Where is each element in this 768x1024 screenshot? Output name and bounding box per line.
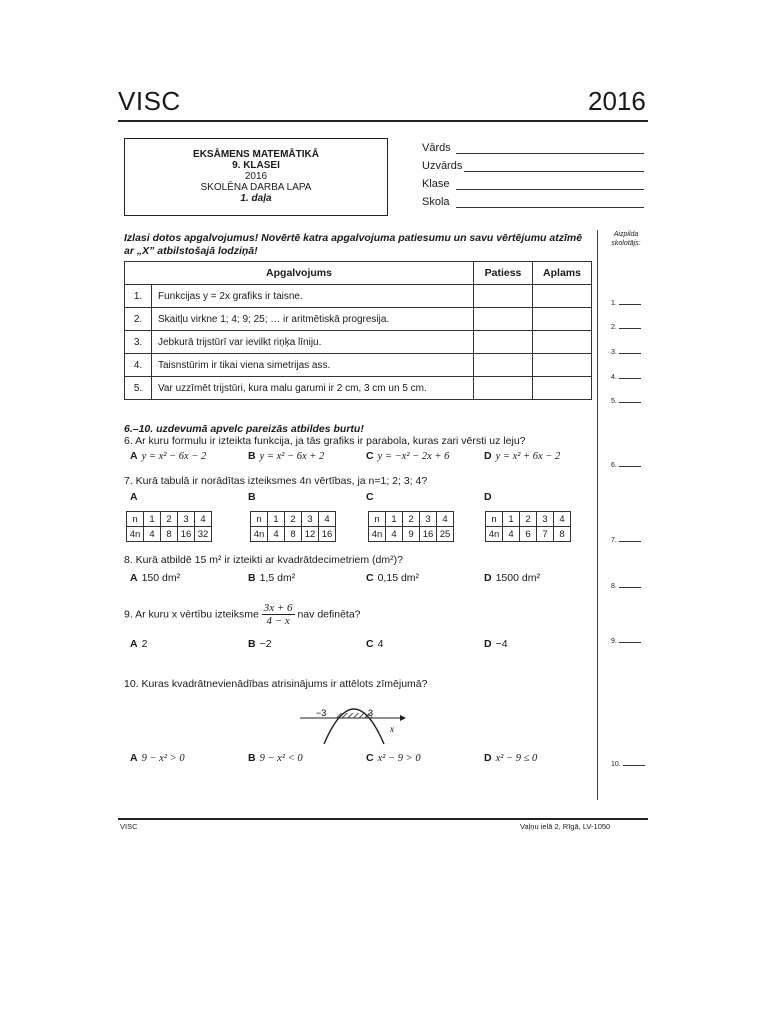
teacher-note: Aizpilda skolotājs: [611, 231, 641, 247]
question-7: 7. Kurā tabulā ir norādītas izteiksmes 4n vērtības, ja n=1; 2; 3; 4? [124, 475, 428, 487]
score-label: 6. [611, 462, 617, 469]
table-cell: 1 [386, 512, 403, 527]
table-cell: 4 [195, 512, 212, 527]
axis-arrow-icon [400, 715, 406, 721]
table-row [125, 377, 592, 400]
q8-option-c[interactable] [366, 572, 419, 584]
q7-label-d[interactable]: D [484, 491, 492, 503]
score-line[interactable] [619, 328, 641, 329]
table-cell: 4 [554, 512, 571, 527]
table-cell: 3 [420, 512, 437, 527]
table-cell: n [251, 512, 268, 527]
score-label: 5. [611, 398, 617, 405]
score-slot-2[interactable] [611, 324, 641, 331]
row-number: 3. [125, 331, 152, 354]
table-cell: 3 [178, 512, 195, 527]
score-label: 7. [611, 537, 617, 544]
option-value: −4 [495, 638, 508, 650]
table-cell: 4 [386, 527, 403, 542]
table-cell: 9 [403, 527, 420, 542]
claims-header-row [125, 262, 592, 285]
score-label: 8. [611, 583, 617, 590]
option-letter: B [248, 572, 256, 584]
q10-option-c[interactable] [366, 752, 421, 764]
score-slot-9[interactable] [611, 638, 641, 645]
table-cell: 4n [486, 527, 503, 542]
table-row [125, 354, 592, 377]
claim-text: Skaitļu virkne 1; 4; 9; 25; … ir aritmētiskā progresija. [152, 308, 474, 331]
table-row [125, 285, 592, 308]
score-line[interactable] [619, 402, 641, 403]
footer-org: VISC [120, 822, 138, 831]
claim-text: Funkcijas y = 2x grafiks ir taisne. [152, 285, 474, 308]
q7-table-d [485, 511, 571, 542]
false-checkbox[interactable] [533, 354, 592, 377]
claim-text: Jebkurā trijstūrī var ievilkt riņķa līniju. [152, 331, 474, 354]
option-letter: B [248, 450, 256, 462]
option-letter: A [130, 572, 138, 584]
table-cell: n [369, 512, 386, 527]
option-letter: B [248, 638, 256, 650]
question-9 [124, 602, 361, 627]
fraction-denominator: 4 − x [266, 615, 290, 627]
claims-table [124, 261, 592, 400]
score-label: 4. [611, 374, 617, 381]
table-cell: 4 [144, 527, 161, 542]
claim-text: Var uzzīmēt trijstūri, kura malu garumi ir 2 cm, 3 cm un 5 cm. [152, 377, 474, 400]
field-vards[interactable] [422, 142, 451, 154]
q7-table-a [126, 511, 212, 542]
field-label: Klase [422, 178, 450, 190]
score-slot-3[interactable] [611, 349, 641, 356]
score-line[interactable] [619, 304, 641, 305]
score-slot-8[interactable] [611, 583, 641, 590]
table-cell: 16 [319, 527, 336, 542]
option-letter: C [366, 450, 374, 462]
score-slot-6[interactable] [611, 462, 641, 469]
table-cell: 1 [144, 512, 161, 527]
exam-year: 2016 [244, 171, 268, 182]
q8-option-b[interactable] [248, 572, 295, 584]
option-letter: D [484, 752, 492, 764]
score-label: 1. [611, 300, 617, 307]
question-8: 8. Kurā atbildē 15 m² ir izteikti ar kvadrātdecimetriem (dm²)? [124, 554, 403, 566]
table-cell: 4n [251, 527, 268, 542]
q6-option-d[interactable] [484, 450, 560, 462]
header-org: VISC [118, 86, 181, 116]
q7-label-c[interactable]: C [366, 491, 374, 503]
table-cell: 4 [319, 512, 336, 527]
option-value: 1,5 dm² [259, 572, 296, 584]
table-cell: 8 [285, 527, 302, 542]
table-cell: 25 [437, 527, 454, 542]
option-letter: C [366, 752, 374, 764]
header-claim: Apgalvojums [125, 262, 474, 285]
score-label: 2. [611, 324, 617, 331]
table-cell: 4 [268, 527, 285, 542]
q10-parabola-figure [296, 690, 406, 746]
table-cell: n [486, 512, 503, 527]
option-expr: y = x² − 6x + 2 [259, 451, 325, 462]
q7-table-b [250, 511, 336, 542]
q9-option-c[interactable] [366, 638, 383, 650]
option-letter: D [484, 638, 492, 650]
header-false: Aplams [533, 262, 592, 285]
exam-sheet-label: SKOLĒNA DARBA LAPA [200, 182, 312, 193]
score-label: 3. [611, 349, 617, 356]
table-cell: 12 [302, 527, 319, 542]
header-rule [118, 120, 648, 122]
table-cell: 8 [161, 527, 178, 542]
option-expr: 9 − x² > 0 [141, 753, 185, 764]
score-label: 9. [611, 638, 617, 645]
score-line[interactable] [619, 466, 641, 467]
q6-option-c[interactable] [366, 450, 449, 462]
true-checkbox[interactable] [474, 354, 533, 377]
table-cell: 3 [302, 512, 319, 527]
field-skola[interactable] [422, 196, 450, 208]
score-line[interactable] [619, 587, 641, 588]
option-expr: y = x² − 6x − 2 [141, 451, 207, 462]
option-letter: A [130, 638, 138, 650]
table-cell: 4 [503, 527, 520, 542]
q7-label-a[interactable]: A [130, 491, 138, 503]
footer-address: Vaļņu ielā 2, Rīgā, LV-1050 [520, 822, 611, 831]
score-line[interactable] [623, 765, 645, 766]
table-cell: n [127, 512, 144, 527]
table-cell: 32 [195, 527, 212, 542]
option-letter: D [484, 450, 492, 462]
option-letter: C [366, 572, 374, 584]
row-number: 5. [125, 377, 152, 400]
table-cell: 2 [520, 512, 537, 527]
q9-text-post: nav definēta? [297, 608, 361, 621]
q9-text-pre: 9. Ar kuru x vērtību izteiksme [124, 608, 259, 621]
score-slot-1[interactable] [611, 300, 641, 307]
row-number: 2. [125, 308, 152, 331]
table-cell: 4n [369, 527, 386, 542]
score-slot-5[interactable] [611, 398, 641, 405]
fraction-numerator: 3x + 6 [263, 602, 293, 614]
false-checkbox[interactable] [533, 331, 592, 354]
question-10: 10. Kuras kvadrātnevienādības atrisinājums ir attēlots zīmējumā? [124, 678, 428, 690]
table-cell: 2 [161, 512, 178, 527]
question-6: 6. Ar kuru formulu ir izteikta funkcija, ja tās grafiks ir parabola, kuras zari vērsti uz leju? [124, 435, 526, 447]
field-line[interactable] [456, 207, 644, 208]
score-slot-7[interactable] [611, 537, 641, 544]
q9-fraction [262, 602, 295, 627]
field-klase[interactable] [422, 178, 450, 190]
row-number: 4. [125, 354, 152, 377]
section-heading: 6.–10. uzdevumā apvelc pareizās atbildes burtu! [124, 423, 364, 435]
option-value: 2 [141, 638, 148, 650]
field-line[interactable] [456, 189, 644, 190]
header-year: 2016 [588, 86, 646, 116]
true-checkbox[interactable] [474, 308, 533, 331]
table-cell: 1 [268, 512, 285, 527]
score-label: 10. [611, 761, 621, 768]
axis-var-label: x [390, 724, 394, 734]
option-value: 4 [377, 638, 384, 650]
exam-title-box [124, 138, 388, 216]
axis-label-left: −3 [316, 708, 327, 718]
table-cell: 6 [520, 527, 537, 542]
table-cell: 7 [537, 527, 554, 542]
option-letter: D [484, 572, 492, 584]
table-cell: 1 [503, 512, 520, 527]
table-row [125, 331, 592, 354]
table-cell: 4 [437, 512, 454, 527]
exam-grade: 9. KLASEI [232, 160, 280, 171]
q10-option-b[interactable] [248, 752, 303, 764]
q7-label-b[interactable]: B [248, 491, 256, 503]
option-value: 150 dm² [141, 572, 181, 584]
option-expr: y = −x² − 2x + 6 [377, 451, 450, 462]
q10-option-a[interactable] [130, 752, 185, 764]
field-uzvards[interactable] [422, 160, 462, 172]
option-value: −2 [259, 638, 272, 650]
score-slot-10[interactable] [611, 761, 645, 768]
option-value: 0,15 dm² [377, 572, 420, 584]
option-letter: B [248, 752, 256, 764]
row-number: 1. [125, 285, 152, 308]
false-checkbox[interactable] [533, 285, 592, 308]
score-line[interactable] [619, 541, 641, 542]
option-expr: 9 − x² < 0 [259, 753, 303, 764]
table-cell: 16 [420, 527, 437, 542]
field-line[interactable] [464, 171, 644, 172]
true-checkbox[interactable] [474, 377, 533, 400]
option-letter: A [130, 450, 138, 462]
q9-option-d[interactable] [484, 638, 508, 650]
exam-title: EKSĀMENS MATEMĀTIKĀ [193, 149, 319, 160]
false-checkbox[interactable] [533, 308, 592, 331]
q8-option-a[interactable] [130, 572, 180, 584]
table-cell: 3 [537, 512, 554, 527]
table-row [125, 308, 592, 331]
true-checkbox[interactable] [474, 285, 533, 308]
table-cell: 2 [403, 512, 420, 527]
option-expr: x² − 9 > 0 [377, 753, 421, 764]
instruction: Izlasi dotos apgalvojumus! Novērtē katra apgalvojuma patiesumu un savu vērtējumu atzīmē ar „X” atbilstošajā lodziņā! [124, 232, 583, 257]
header-true: Patiess [474, 262, 533, 285]
option-expr: y = x² + 6x − 2 [495, 451, 561, 462]
field-label: Uzvārds [422, 160, 463, 172]
q8-option-d[interactable] [484, 572, 540, 584]
field-label: Skola [422, 196, 450, 208]
footer-rule [118, 818, 648, 820]
q9-option-b[interactable] [248, 638, 272, 650]
field-label: Vārds [422, 142, 451, 154]
score-line[interactable] [619, 378, 641, 379]
option-expr: x² − 9 ≤ 0 [495, 753, 538, 764]
field-line[interactable] [456, 153, 644, 154]
option-letter: C [366, 638, 374, 650]
score-column-divider [597, 230, 598, 800]
claim-text: Taisnstūrim ir tikai viena simetrijas ass. [152, 354, 474, 377]
option-value: 1500 dm² [495, 572, 540, 584]
q9-option-a[interactable] [130, 638, 147, 650]
score-line[interactable] [619, 353, 641, 354]
q7-table-c [368, 511, 454, 542]
q6-option-b[interactable] [248, 450, 324, 462]
score-line[interactable] [619, 642, 641, 643]
table-cell: 16 [178, 527, 195, 542]
table-cell: 4n [127, 527, 144, 542]
false-checkbox[interactable] [533, 377, 592, 400]
exam-part: 1. daļa [240, 193, 272, 204]
table-cell: 8 [554, 527, 571, 542]
q6-option-a[interactable] [130, 450, 206, 462]
table-cell: 2 [285, 512, 302, 527]
axis-label-right: 3 [368, 708, 374, 718]
score-slot-4[interactable] [611, 374, 641, 381]
option-letter: A [130, 752, 138, 764]
q10-option-d[interactable] [484, 752, 537, 764]
true-checkbox[interactable] [474, 331, 533, 354]
